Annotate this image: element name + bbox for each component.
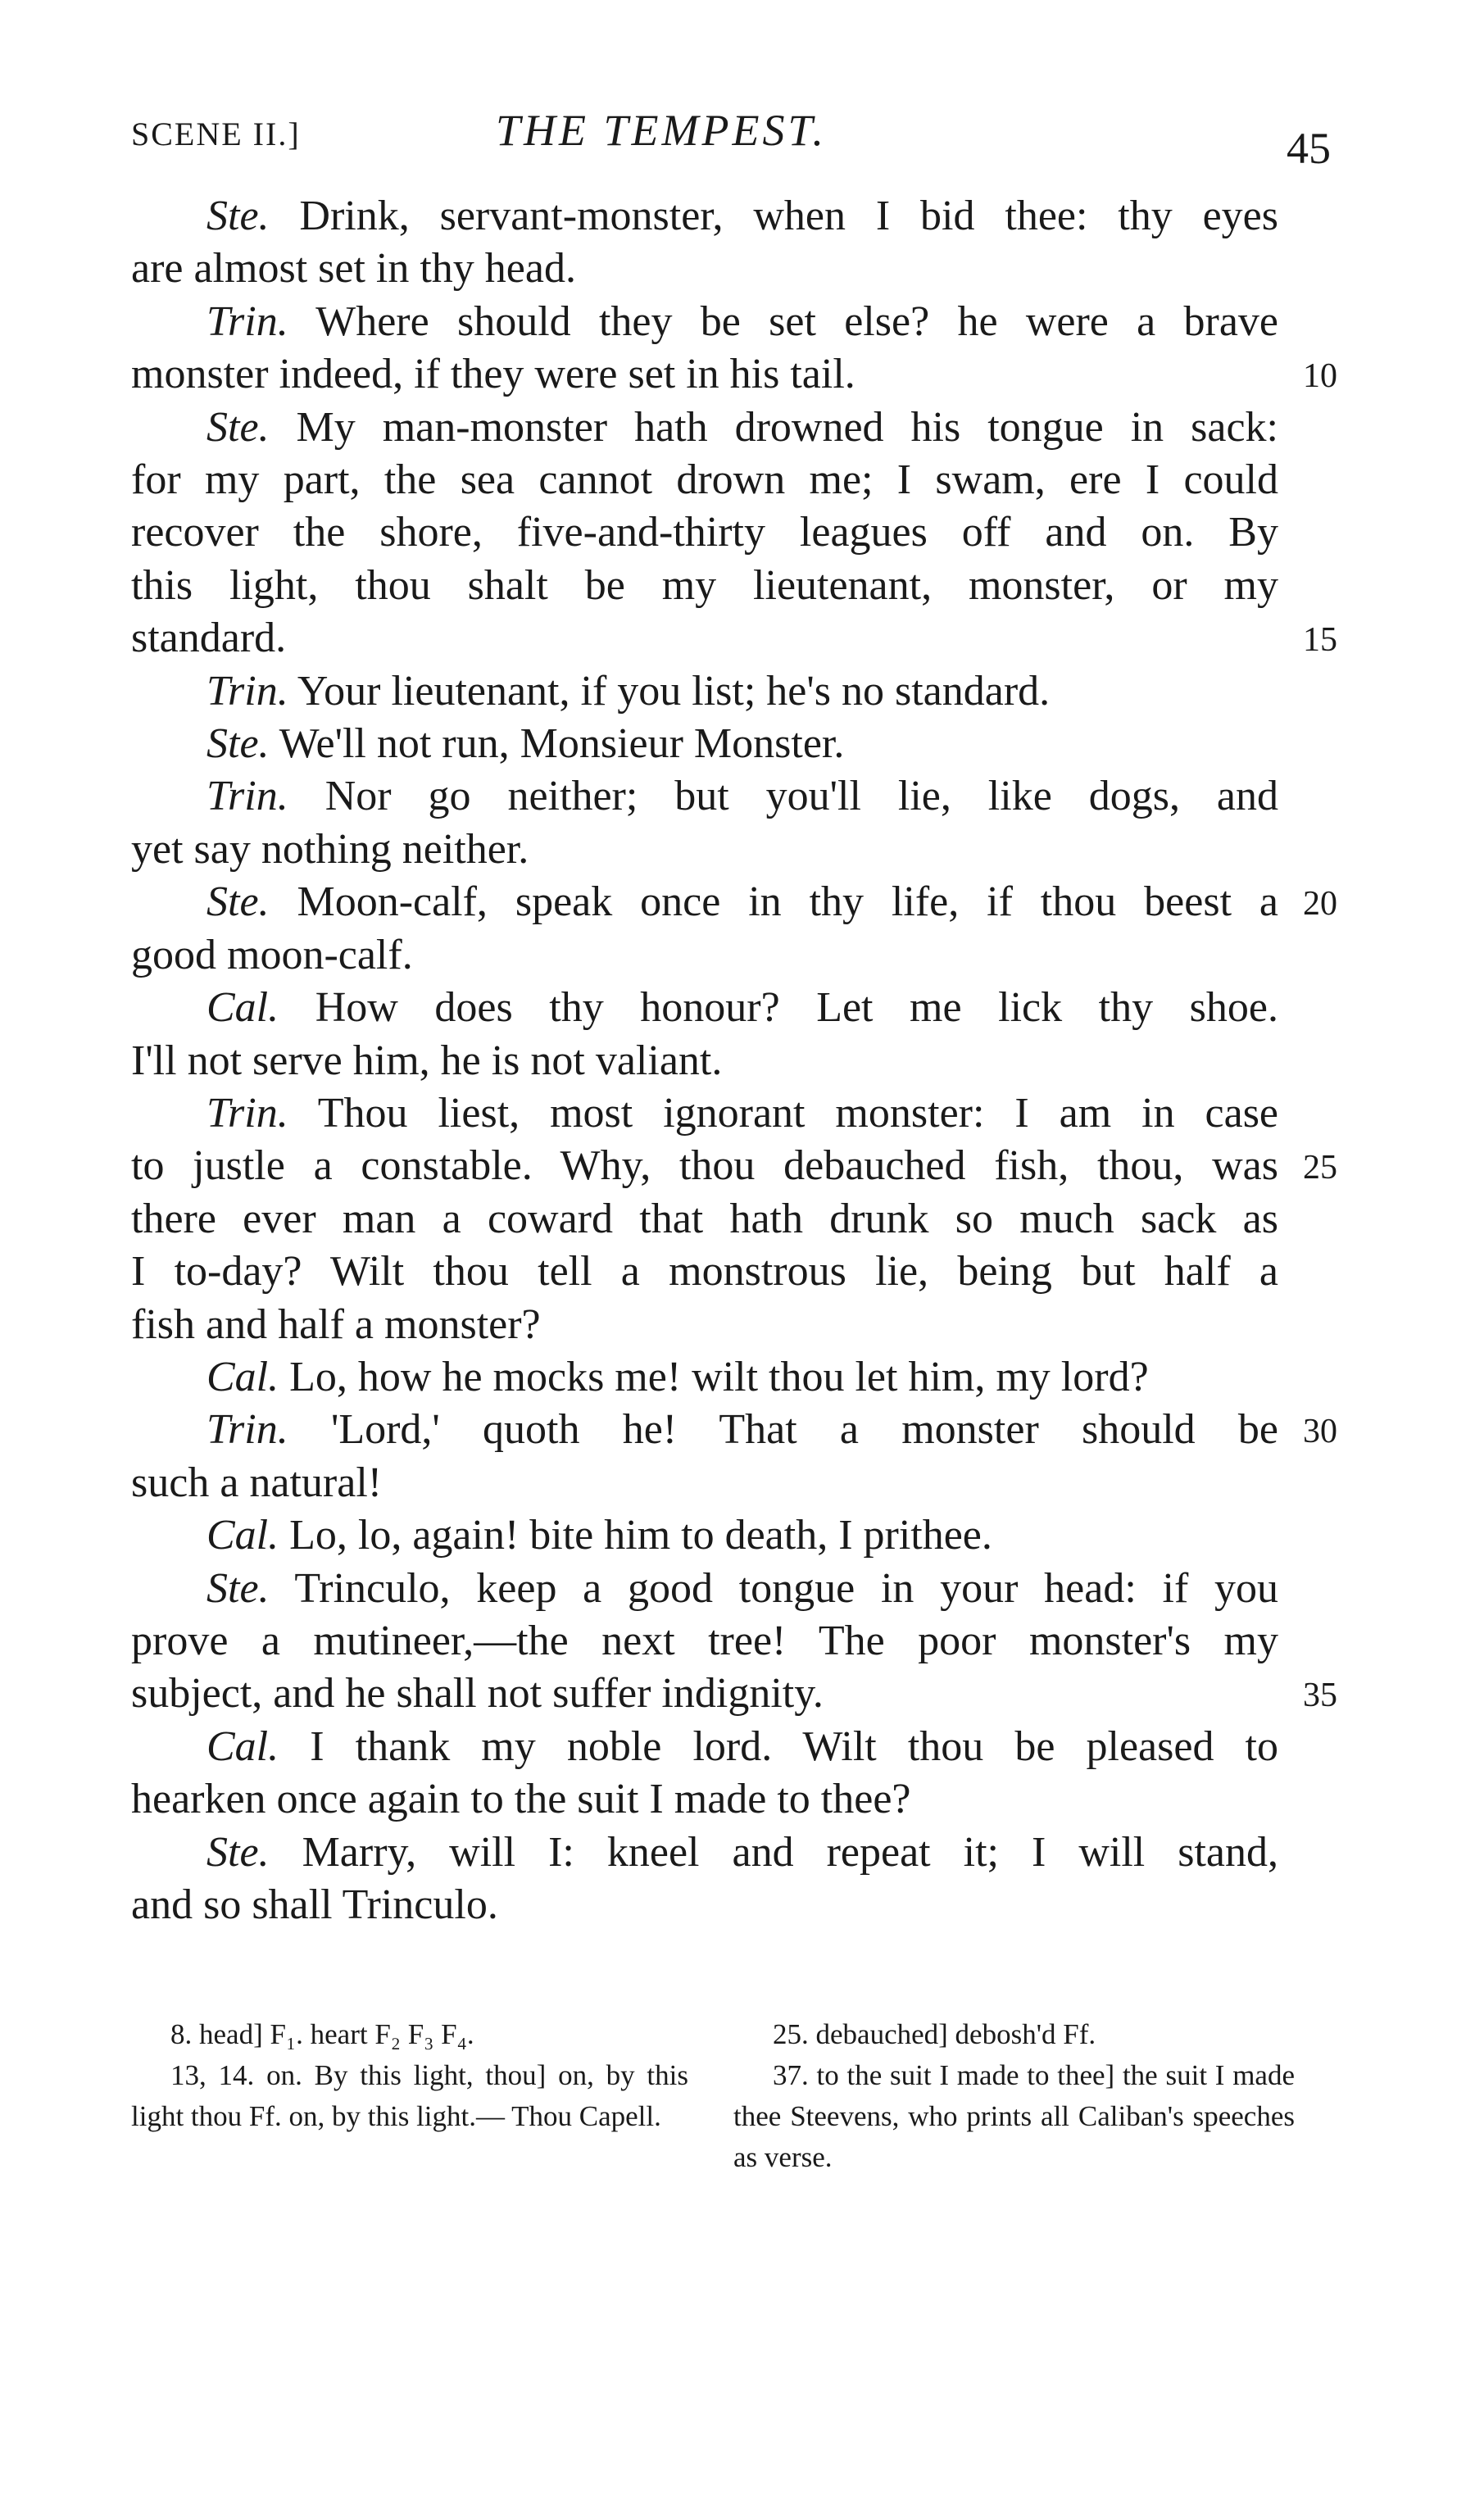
speech-text: such a natural!: [131, 1459, 383, 1506]
line-number: 15: [1303, 621, 1337, 660]
footnote-text: 25. debauched] debosh'd Ff.: [773, 2018, 1096, 2050]
speech-text: How does thy honour? Let me lick thy shoe.: [315, 984, 1278, 1032]
speaker-name: Ste.: [206, 1828, 270, 1876]
footnote: [733, 2014, 1295, 2055]
speech-line: [131, 612, 1278, 665]
speech-first-line: [131, 718, 1278, 770]
speech-first-line: [131, 296, 1278, 348]
speech-text: Where should they be set else? he were a brave: [315, 297, 1279, 345]
speaker-name: Cal.: [206, 1722, 279, 1770]
speech-text: Trinculo, keep a good tongue in your head: if you: [294, 1564, 1278, 1612]
speech-text: I to-day? Wilt thou tell a monstrous lie, being but half a: [131, 1248, 1278, 1296]
speech-text: for my part, the sea cannot drown me; I swam, ere I could: [131, 456, 1278, 504]
speech-text: Nor go neither; but you'll lie, like dogs, and: [324, 773, 1279, 820]
speech-line: [131, 1615, 1278, 1668]
speech-text: We'll not run, Monsieur Monster.: [279, 720, 845, 768]
speech-first-line: [131, 982, 1278, 1034]
speech-line: [131, 1299, 1278, 1351]
speaker-name: Trin.: [206, 297, 288, 345]
speaker-name: Trin.: [206, 1406, 288, 1454]
speech-text: prove a mutineer,—the next tree! The poor monster's my: [131, 1617, 1278, 1664]
speech-first-line: [131, 1721, 1278, 1773]
speech-text: and so shall Trinculo.: [131, 1881, 498, 1928]
speaker-name: Ste.: [206, 720, 270, 768]
speech-text: standard.: [131, 615, 287, 662]
speech-first-line: [131, 1404, 1278, 1456]
speech-text: subject, and he shall not suffer indignity.: [131, 1670, 824, 1718]
speech-line: [131, 1193, 1278, 1246]
footnote: [131, 2014, 688, 2055]
speech-text: there ever man a coward that hath drunk so much sack as: [131, 1195, 1278, 1242]
speech-line: [131, 1668, 1278, 1720]
speech-text: fish and half a monster?: [131, 1300, 541, 1348]
speech-text: I thank my noble lord. Wilt thou be pleased to: [310, 1722, 1279, 1770]
speech-text: 'Lord,' quoth he! That a monster should be: [330, 1406, 1278, 1454]
speech-first-line: [131, 665, 1278, 718]
speech-first-line: [131, 1563, 1278, 1615]
line-number: 30: [1303, 1413, 1337, 1451]
line-number: 25: [1303, 1149, 1337, 1187]
speech-line: [131, 1457, 1278, 1509]
speech-text: are almost set in thy head.: [131, 245, 576, 293]
speech-text: this light, thou shalt be my lieutenant, monster, or my: [131, 561, 1278, 609]
scene-heading: SCENE II.]: [131, 116, 301, 152]
line-number: 20: [1303, 885, 1337, 923]
speech-line: [131, 929, 1278, 982]
speech-line: [131, 560, 1278, 612]
footnote: [733, 2055, 1295, 2178]
speaker-name: Trin.: [206, 667, 288, 715]
speech-line: [131, 348, 1278, 401]
page-number: 45: [1287, 124, 1331, 173]
speech-first-line: [131, 770, 1278, 823]
speech-line: [131, 243, 1278, 295]
line-number: 10: [1303, 357, 1337, 396]
speech-first-line: [131, 402, 1278, 454]
speaker-name: Ste.: [206, 403, 270, 451]
speech-line: [131, 824, 1278, 876]
speech-text: monster indeed, if they were set in his tail.: [131, 351, 855, 398]
speech-text: Lo, lo, again! bite him to death, I prithee.: [289, 1512, 992, 1559]
speech-text: Your lieutenant, if you list; he's no standard.: [297, 667, 1051, 715]
footnotes-left-column: [131, 2014, 688, 2137]
footnote-text: 37. to the suit I made to thee] the suit I made thee Steevens, who prints all Caliban's speeches as verse.: [733, 2059, 1295, 2173]
speech-text: good moon-calf.: [131, 931, 413, 978]
speech-text: I'll not serve him, he is not valiant.: [131, 1037, 723, 1084]
speech-text: recover the shore, five-and-thirty leagues off and on. By: [131, 509, 1278, 556]
speech-first-line: [131, 1087, 1278, 1140]
speech-line: [131, 1773, 1278, 1826]
speech-line: [131, 506, 1278, 559]
footnote-text: 13, 14. on. By this light, thou] on, by this light thou Ff. on, by this light.— Thou Capell.: [131, 2059, 688, 2132]
speech-first-line: [131, 190, 1278, 243]
speech-first-line: [131, 1351, 1278, 1404]
speaker-name: Trin.: [206, 1089, 288, 1137]
play-text: [131, 190, 1278, 1931]
speech-line: [131, 1879, 1278, 1931]
footnotes-right-column: [733, 2014, 1295, 2178]
footnote: [131, 2055, 688, 2137]
speech-text: Thou liest, most ignorant monster: I am in case: [317, 1089, 1279, 1137]
speech-text: Marry, will I: kneel and repeat it; I will stand,: [302, 1828, 1278, 1876]
speaker-name: Cal.: [206, 1512, 279, 1559]
running-title: THE TEMPEST.: [496, 106, 828, 155]
speech-text: Moon-calf, speak once in thy life, if thou beest a: [297, 878, 1279, 926]
speech-first-line: [131, 1509, 1278, 1562]
speaker-name: Trin.: [206, 773, 288, 820]
line-number: 35: [1303, 1677, 1337, 1715]
speech-line: [131, 454, 1278, 506]
speech-text: Lo, how he mocks me! wilt thou let him, my lord?: [289, 1353, 1149, 1400]
speech-text: My man-monster hath drowned his tongue in sack:: [296, 403, 1278, 451]
speaker-name: Ste.: [206, 1564, 270, 1612]
speech-text: Drink, servant-monster, when I bid thee: thy eyes: [299, 193, 1278, 239]
speech-text: to justle a constable. Why, thou debauched fish, thou, was: [131, 1142, 1278, 1190]
speech-first-line: [131, 876, 1278, 928]
speaker-name: Ste.: [206, 193, 270, 239]
speech-line: [131, 1246, 1278, 1298]
speech-line: [131, 1140, 1278, 1192]
speaker-name: Cal.: [206, 984, 279, 1032]
speaker-name: Ste.: [206, 878, 270, 926]
footnote-text: 8. head] F₁. heart F₂ F₃ F₄.: [170, 2018, 474, 2050]
speech-text: hearken once again to the suit I made to thee?: [131, 1776, 911, 1823]
speaker-name: Cal.: [206, 1353, 279, 1400]
speech-line: [131, 1035, 1278, 1087]
speech-first-line: [131, 1827, 1278, 1879]
speech-text: yet say nothing neither.: [131, 825, 529, 873]
